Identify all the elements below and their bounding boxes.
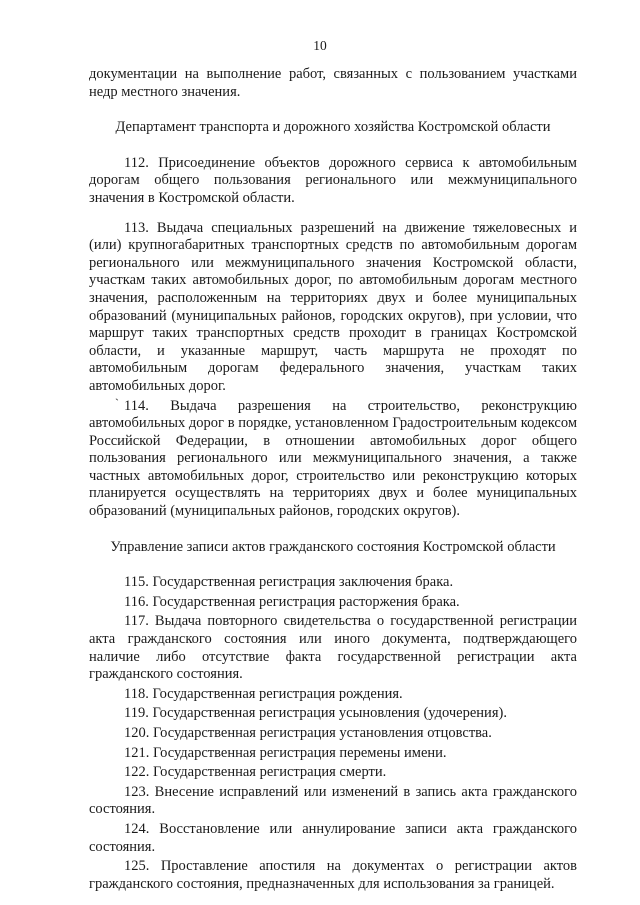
item-121: 121. Государственная регистрация перемены имени.: [124, 744, 447, 761]
item-122: 122. Государственная регистрация смерти.: [124, 764, 387, 781]
item-117: 117. Выдача повторного свидетельства о государственной регистрации акта гражданского состояния или иного документа, подтверждающего наличие либо отсутствие факта государственной регистрации акта гражданского состояния.: [89, 613, 577, 683]
item-118: 118. Государственная регистрация рождения.: [124, 685, 403, 702]
intro-paragraph: документации на выполнение работ, связанных с пользованием участками недр местного значения.: [89, 66, 577, 100]
item-114-text: 114. Выдача разрешения на строительство, реконструкцию автомобильных дорог в порядке, установленном Градостроительным кодексом Российской Федерации, в отношении автомобильных дорог общего пользования регионального или межмуниципального значения, а также частных автомобильных дорог, строительство или реконструкцию которых планируется осуществлять на территориях двух и более муниципальных образований (муниципальных районов, городских округов).: [89, 397, 577, 520]
item-119: 119. Государственная регистрация усыновления (удочерения).: [124, 705, 507, 722]
page-number: 10: [313, 38, 327, 53]
document-body: [89, 66, 577, 895]
item-115: 115. Государственная регистрация заключения брака.: [124, 574, 454, 591]
item-124: 124. Восстановление или аннулирование записи акта гражданского состояния.: [89, 820, 577, 855]
section-heading-registry: Управление записи актов гражданского состояния Костромской области: [110, 538, 556, 555]
item-113: 113. Выдача специальных разрешений на движение тяжеловесных и (или) крупногабаритных транспортных средств по автомобильным дорогам регионального или межмуниципального значения Костромской области, участкам таких автомобильных дорог, по автомобильным дорогам местного значения, расположенным на территориях двух и более муниципальных образований (муниципальных районов, городских округов), при условии, что маршрут таких транспортных средств проходит в границах Костромской области, и указанные маршрут, часть маршрута не проходят по автомобильным дорогам федерального значения, участкам таких автомобильных дорог.: [89, 219, 577, 394]
item-114: [89, 395, 577, 521]
item-112: 112. Присоединение объектов дорожного сервиса к автомобильным дорогам общего пользования регионального или межмуниципального значения в Костромской области.: [89, 154, 577, 206]
registry-items-list: [89, 574, 577, 893]
scan-mark: `: [115, 395, 119, 410]
item-116: 116. Государственная регистрация расторжения брака.: [124, 593, 460, 610]
item-120: 120. Государственная регистрация установления отцовства.: [124, 725, 492, 741]
item-125: 125. Проставление апостиля на документах о регистрации актов гражданского состояния, предназначенных для использования за границей.: [89, 858, 577, 892]
section-heading-transport: Департамент транспорта и дорожного хозяйства Костромской области: [115, 119, 551, 136]
item-123: 123. Внесение исправлений или изменений в запись акта гражданского состояния.: [89, 783, 577, 818]
